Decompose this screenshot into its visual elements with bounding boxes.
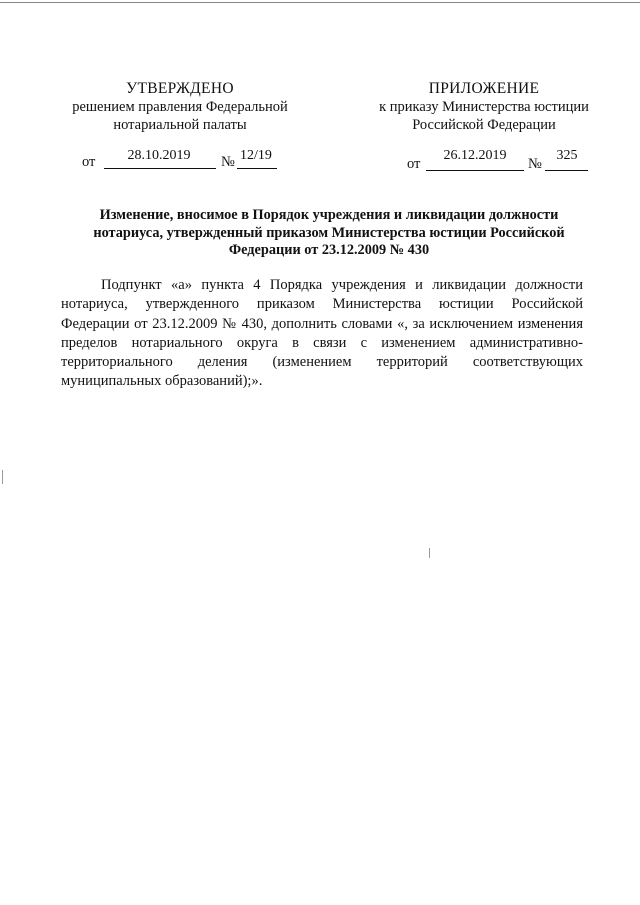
appendix-number: 325 — [556, 148, 578, 163]
appendix-title: ПРИЛОЖЕНИЕ — [428, 80, 540, 97]
approval-line-1: решением правления Федеральной — [72, 99, 288, 115]
approval-date-underline — [104, 168, 216, 169]
scan-edge-mark — [2, 470, 3, 484]
appendix-block — [368, 80, 600, 134]
appendix-line-1: к приказу Министерства юстиции — [379, 99, 589, 115]
approval-title: УТВЕРЖДЕНО — [126, 80, 234, 97]
appendix-date: 26.12.2019 — [443, 148, 507, 163]
approval-number-underline — [237, 168, 277, 169]
appendix-line-2: Российской Федерации — [412, 117, 556, 133]
approval-from-label: от — [82, 154, 96, 170]
approval-number-label: № — [221, 154, 235, 170]
approval-date: 28.10.2019 — [127, 148, 191, 163]
scan-speck — [429, 548, 430, 558]
approval-block — [58, 80, 302, 134]
appendix-date-underline — [426, 170, 524, 171]
appendix-date-row — [407, 148, 597, 172]
scan-top-border — [0, 2, 640, 3]
approval-number: 12/19 — [240, 148, 272, 163]
appendix-from-label: от — [407, 156, 421, 172]
document-heading: Изменение, вносимое в Порядок учреждения и ликвидации должности нотариуса, утвержденный приказом Министерства юстиции Российской Федерации от 23.12.2009 № 430 — [93, 207, 565, 258]
appendix-number-underline — [545, 170, 588, 171]
approval-line-2: нотариальной палаты — [113, 117, 247, 133]
document-body: Подпункт «а» пункта 4 Порядка учреждения и ликвидации должности нотариуса, утвержденного приказом Министерства юстиции Российской Федерации от 23.12.2009 № 430, дополнить словами «, за исключением изменения пределов нотариального округа в связи с изменением административно-территориального деления (изменением территорий соответствующих муниципальных образований);». — [61, 277, 583, 390]
approval-date-row — [82, 148, 312, 172]
appendix-number-label: № — [528, 156, 542, 172]
